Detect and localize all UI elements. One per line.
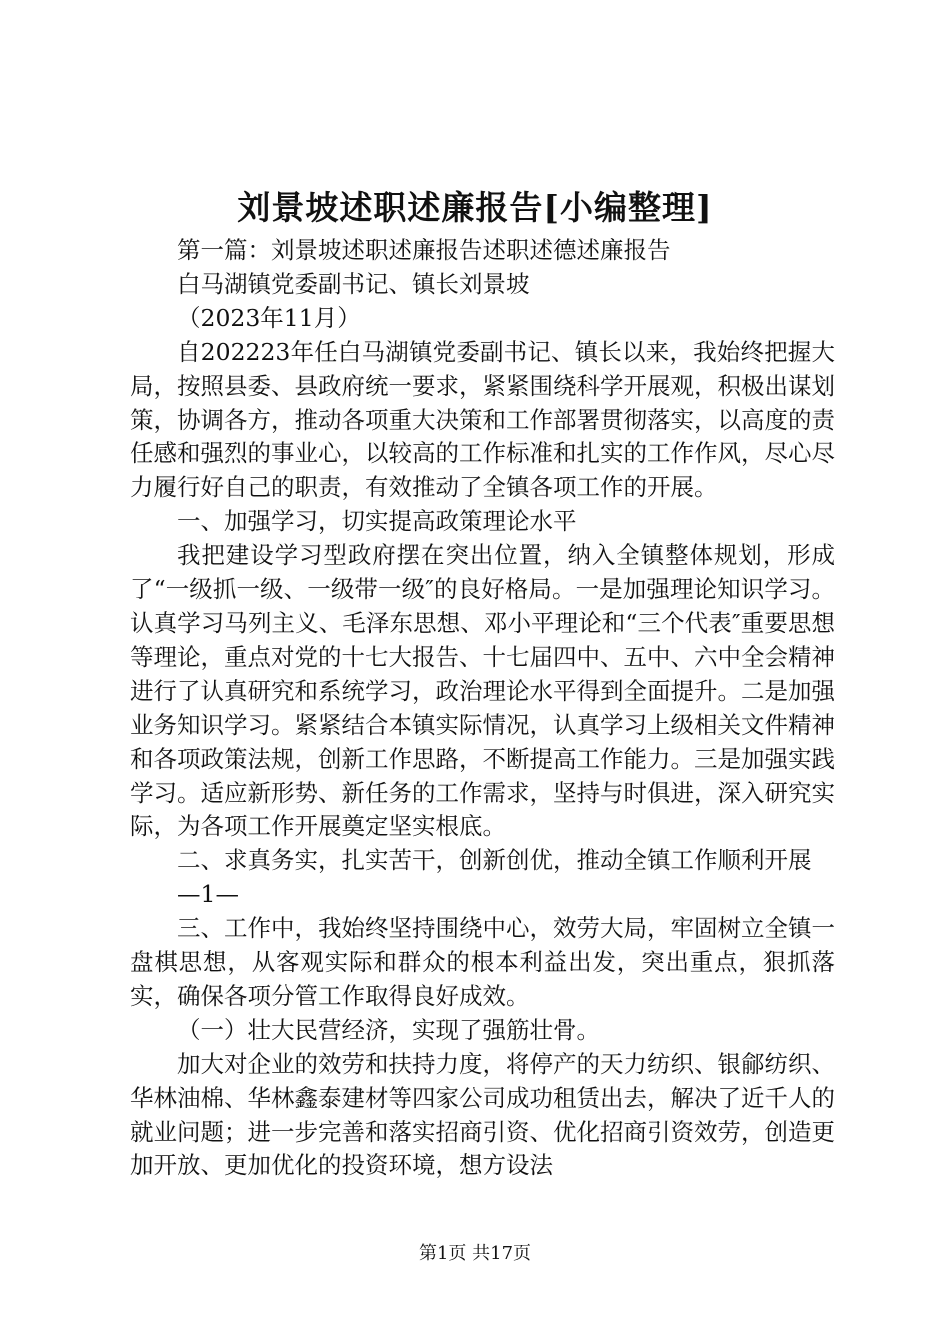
date-line: （2023年11月）	[177, 303, 361, 332]
section-heading-2: 二、求真务实，扎实苦干，创新创优，推动全镇工作顺利开展	[177, 846, 812, 875]
page-title: 刘景坡述职述廉报告[小编整理]	[237, 188, 713, 227]
author-line: 白马湖镇党委副书记、镇长刘景坡	[177, 269, 530, 298]
page-footer: 第1页 共17页	[418, 1243, 532, 1264]
subsection-heading-1: （一）壮大民营经济，实现了强筋壮骨。	[177, 1015, 600, 1044]
paragraph-study: 我把建设学习型政府摆在突出位置，纳入全镇整体规划，形成了“一级抓一级、一级带一级″的良好格局。一是加强理论知识学习。认真学习马列主义、毛泽东思想、邓小平理论和“三个代表″重要思想等理论，重点对党的十七大报告、十七届四中、五中、六中全会精神进行了认真研究和系统学习，政治理论水平得到全面提升。二是加强业务知识学习。紧紧结合本镇实际情况，认真学习上级相关文件精神和各项政策法规，创新工作思路，不断提高工作能力。三是加强实践学习。适应新形势、新任务的工作需求，坚持与时俱进，深入研究实际，为各项工作开展奠定坚实根底。	[130, 541, 835, 841]
section-heading-1: 一、加强学习，切实提高政策理论水平	[177, 507, 577, 536]
page-marker: —1—	[177, 880, 239, 909]
paragraph-economy: 加大对企业的效劳和扶持力度，将停产的天力纺织、银鄃纺织、华林油棉、华林鑫泰建材等四家公司成功租赁出去，解决了近千人的就业问题；进一步完善和落实招商引资、优化招商引资效劳，创造更加开放、更加优化的投资环境，想方设法	[130, 1049, 835, 1180]
chapter-heading: 第一篇：刘景坡述职述廉报告述职述德述廉报告	[177, 236, 671, 264]
document-body	[130, 234, 835, 1183]
paragraph-work: 三、工作中，我始终坚持围绕中心，效劳大局，牢固树立全镇一盘棋思想，从客观实际和群众的根本利益出发，突出重点，狠抓落实，确保各项分管工作取得良好成效。	[130, 914, 835, 1010]
paragraph-intro: 自202223年任白马湖镇党委副书记、镇长以来，我始终把握大局，按照县委、县政府统一要求，紧紧围绕科学开展观，积极出谋划策，协调各方，推动各项重大决策和工作部署贯彻落实，以高度的责任感和强烈的事业心，以较高的工作标准和扎实的工作作风，尽心尽力履行好自己的职责，有效推动了全镇各项工作的开展。	[130, 337, 835, 502]
